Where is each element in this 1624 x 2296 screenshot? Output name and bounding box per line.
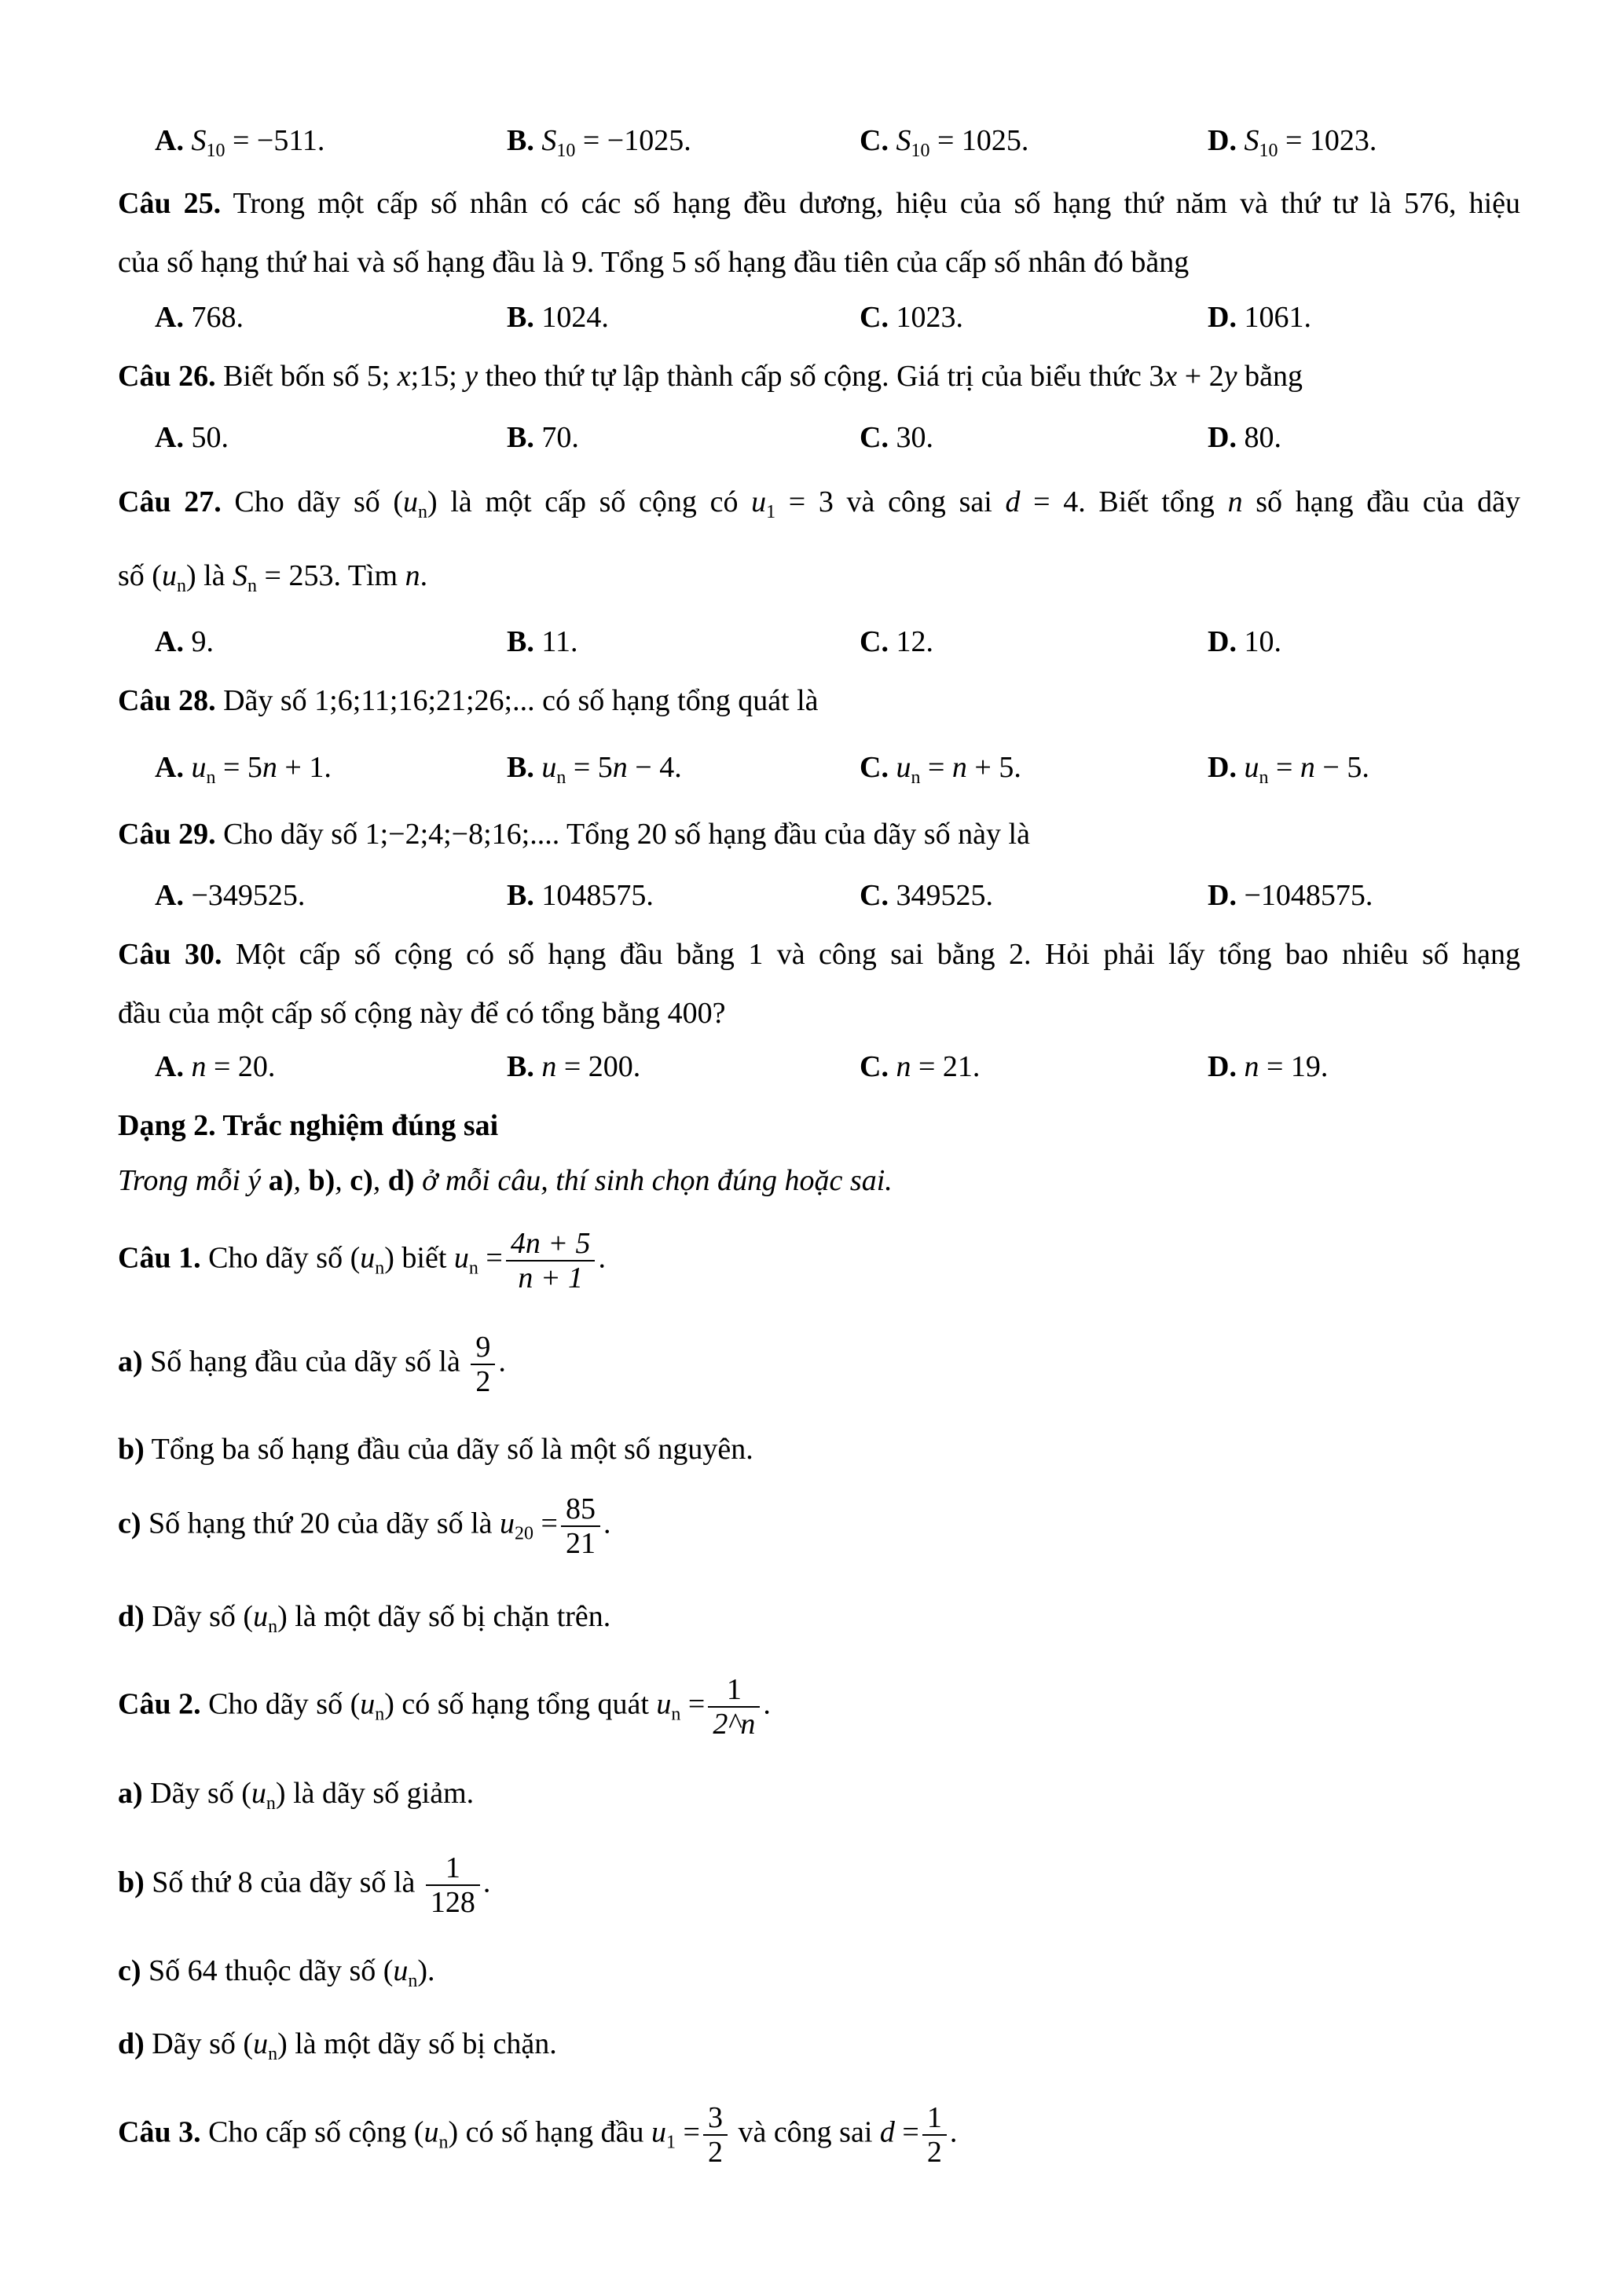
math-variable: u xyxy=(656,1687,672,1721)
answer-option-b xyxy=(507,750,682,795)
numerator: 4n + 5 xyxy=(506,1227,596,1262)
text: . xyxy=(603,1507,611,1540)
text: Cho dãy số ( xyxy=(200,1687,361,1721)
subscript: n xyxy=(418,502,428,522)
text: Số hạng thứ 20 của dãy số là xyxy=(141,1507,500,1540)
text: = xyxy=(680,1687,706,1721)
text: Tổng ba số hạng đầu của dãy số là một số nguyên. xyxy=(144,1433,753,1466)
math-variable: u xyxy=(393,1954,409,1987)
italic-text: Trong mỗi ý xyxy=(118,1164,269,1197)
answer-option-c xyxy=(860,1049,980,1084)
text-line xyxy=(118,817,1030,851)
text: và công sai xyxy=(730,2115,880,2149)
text: = xyxy=(533,1507,558,1540)
text: = 1025. xyxy=(929,124,1029,157)
text: Trong một cấp số nhân có các số hạng đều dương, hiệu của số hạng thứ năm và thứ tư là 576, hiệu xyxy=(221,187,1520,220)
numerator: 3 xyxy=(703,2101,728,2136)
text-line xyxy=(118,2027,557,2071)
text-line xyxy=(118,1599,610,1644)
text: = 4. Biết tổng xyxy=(1020,485,1228,518)
bold-text: D. xyxy=(1208,1050,1245,1083)
math-variable: n xyxy=(612,751,628,784)
text: Cho dãy số ( xyxy=(221,485,404,518)
numerator: 9 xyxy=(471,1331,495,1365)
math-variable: n xyxy=(951,751,967,784)
bold-text: d) xyxy=(118,2027,145,2060)
text: . xyxy=(763,1687,771,1721)
numerator: 1 xyxy=(922,2101,947,2136)
answer-option-b xyxy=(507,300,609,335)
text-line xyxy=(118,1331,506,1398)
fraction xyxy=(561,1492,600,1560)
text: ) có số hạng đầu xyxy=(448,2115,652,2149)
text: ) có số hạng tổng quát xyxy=(384,1687,657,1721)
answer-option-c xyxy=(860,300,963,335)
numerator: 1 xyxy=(426,1851,480,1886)
text: số hạng đầu của dãy xyxy=(1242,485,1521,518)
subscript: n xyxy=(375,1258,385,1279)
answer-option-d xyxy=(1208,1049,1328,1084)
subscript: n xyxy=(468,1258,478,1279)
text: = 3 và công sai xyxy=(775,485,1006,518)
subscript: n xyxy=(176,576,186,596)
bold-text: B. xyxy=(507,1050,542,1083)
text: = 21. xyxy=(911,1050,981,1083)
text: Biết bốn số 5; xyxy=(215,360,398,393)
math-variable: n xyxy=(1227,485,1243,518)
italic-text: , xyxy=(372,1164,388,1197)
math-variable: u xyxy=(751,485,767,518)
text: = xyxy=(478,1241,503,1275)
bold-text: B. xyxy=(507,879,542,912)
bold-text: a) xyxy=(118,1345,143,1379)
answer-option-a xyxy=(155,624,214,659)
math-variable: u xyxy=(896,751,911,784)
text: ) là một cấp số cộng có xyxy=(427,485,752,518)
text: = 20. xyxy=(206,1050,276,1083)
answer-option-c xyxy=(860,624,933,659)
italic-text: , xyxy=(293,1164,309,1197)
fraction xyxy=(703,2101,728,2169)
math-variable: u xyxy=(360,1687,376,1721)
math-variable: y xyxy=(1223,360,1237,393)
text: = 200. xyxy=(556,1050,641,1083)
math-variable: u xyxy=(1244,751,1259,784)
text: 349525. xyxy=(896,879,993,912)
text: = xyxy=(1268,751,1300,784)
answer-option-c xyxy=(860,750,1021,795)
subscript: n xyxy=(247,576,258,596)
text: Dãy số 1;6;11;16;21;26;... có số hạng tổng quát là xyxy=(215,684,819,717)
answer-option-a xyxy=(155,420,229,455)
answer-option-a xyxy=(155,750,332,795)
bold-text: c) xyxy=(350,1164,373,1197)
text: − 4. xyxy=(627,751,682,784)
text: 1048575. xyxy=(541,879,654,912)
fraction xyxy=(471,1331,495,1398)
subscript: 10 xyxy=(1259,141,1278,161)
answer-option-d xyxy=(1208,750,1369,795)
text: = 253. Tìm xyxy=(257,559,405,592)
text: Số 64 thuộc dãy số ( xyxy=(141,1954,394,1987)
answer-option-d xyxy=(1208,878,1373,913)
math-variable: S xyxy=(1244,124,1259,157)
text: = 1023. xyxy=(1278,124,1377,157)
denominator: n + 1 xyxy=(518,1262,583,1294)
fraction xyxy=(922,2101,947,2169)
text-line xyxy=(118,1776,474,1821)
bold-text: C. xyxy=(860,301,896,334)
text: Dãy số ( xyxy=(144,1600,254,1633)
math-variable: x xyxy=(397,360,411,393)
answer-option-b xyxy=(507,624,577,659)
bold-text: B. xyxy=(507,751,542,784)
math-variable: n xyxy=(1300,751,1315,784)
bold-text: b) xyxy=(118,1433,145,1466)
text: Cho cấp số cộng ( xyxy=(200,2115,424,2149)
bold-text: a) xyxy=(268,1164,294,1197)
answer-option-a xyxy=(155,123,324,168)
math-variable: x xyxy=(1164,360,1178,393)
denominator: 2^n xyxy=(713,1708,756,1741)
text: = 5 xyxy=(566,751,613,784)
denominator: 128 xyxy=(430,1886,475,1919)
text: Số thứ 8 của dãy số là xyxy=(144,1866,423,1899)
text-line xyxy=(118,2101,957,2169)
text: 10. xyxy=(1244,625,1281,658)
text: . xyxy=(949,2115,958,2149)
bold-text: c) xyxy=(118,1954,141,1987)
text: Một cấp số cộng có số hạng đầu bằng 1 và công sai bằng 2. Hỏi phải lấy tổng bao nhiêu số hạng xyxy=(222,938,1520,971)
math-variable: u xyxy=(191,751,207,784)
subscript: 1 xyxy=(766,502,776,522)
subscript: 10 xyxy=(556,141,576,161)
answer-option-b xyxy=(507,1049,640,1084)
text: + 5. xyxy=(966,751,1021,784)
math-variable: u xyxy=(403,485,419,518)
text: 50. xyxy=(191,421,229,454)
text-line xyxy=(118,683,819,718)
text-line xyxy=(118,245,1189,280)
text: số ( xyxy=(118,559,162,592)
math-variable: u xyxy=(651,2115,667,2149)
text: . xyxy=(498,1345,506,1379)
subscript: n xyxy=(911,767,921,788)
text: 1023. xyxy=(896,301,963,334)
denominator: 2 xyxy=(926,2136,942,2169)
bold-text: Câu 28. xyxy=(118,684,216,717)
math-variable: n xyxy=(191,1050,207,1083)
text: ) là xyxy=(185,559,233,592)
answer-option-d xyxy=(1208,123,1377,168)
text: 80. xyxy=(1244,421,1281,454)
answer-option-b xyxy=(507,123,691,168)
denominator: 21 xyxy=(565,1527,596,1560)
text-line xyxy=(118,1432,753,1467)
bold-text: D. xyxy=(1208,124,1245,157)
subscript: n xyxy=(556,767,566,788)
math-variable: y xyxy=(464,360,478,393)
bold-text: D. xyxy=(1208,301,1245,334)
text: ) là một dãy số bị chặn. xyxy=(277,2027,557,2060)
fraction xyxy=(708,1673,760,1741)
bold-text: Câu 3. xyxy=(118,2115,201,2149)
bold-text: D. xyxy=(1208,421,1245,454)
bold-text: d) xyxy=(118,1600,145,1633)
bold-text: A. xyxy=(155,124,192,157)
text-line xyxy=(118,1673,771,1741)
text: = −1025. xyxy=(575,124,691,157)
text: ) là một dãy số bị chặn trên. xyxy=(277,1600,611,1633)
math-variable: S xyxy=(191,124,207,157)
text: đầu của một cấp số cộng này để có tổng bằng 400? xyxy=(118,997,726,1030)
fraction xyxy=(506,1227,596,1294)
text: −1048575. xyxy=(1244,879,1373,912)
denominator: 2 xyxy=(475,1365,491,1398)
answer-option-d xyxy=(1208,624,1281,659)
math-variable: n xyxy=(896,1050,911,1083)
subscript: n xyxy=(268,1617,278,1637)
answer-option-c xyxy=(860,123,1028,168)
text: = xyxy=(920,751,952,784)
text-line xyxy=(118,1108,498,1143)
math-variable: n xyxy=(541,1050,557,1083)
subscript: n xyxy=(266,1793,276,1814)
text: Số hạng đầu của dãy số là xyxy=(142,1345,468,1379)
fraction xyxy=(426,1851,480,1919)
text: bằng xyxy=(1237,360,1303,393)
math-variable: u xyxy=(453,1241,469,1275)
text: − 5. xyxy=(1314,751,1369,784)
text-line xyxy=(118,186,1520,221)
italic-text: ở mỗi câu, thí sinh chọn đúng hoặc sai. xyxy=(414,1164,893,1197)
text-line xyxy=(118,937,1520,972)
text: Dãy số ( xyxy=(142,1777,251,1810)
subscript: n xyxy=(1259,767,1269,788)
bold-text: A. xyxy=(155,751,192,784)
math-variable: u xyxy=(500,1507,515,1540)
subscript: 20 xyxy=(515,1523,533,1544)
text-line xyxy=(118,996,726,1031)
bold-text: B. xyxy=(507,124,542,157)
text: 9. xyxy=(191,625,214,658)
text-line xyxy=(118,1227,606,1294)
math-variable: n xyxy=(405,559,420,592)
bold-text: C. xyxy=(860,625,896,658)
math-variable: u xyxy=(423,2115,439,2149)
math-variable: d xyxy=(879,2115,895,2149)
bold-text: C. xyxy=(860,751,896,784)
text: = xyxy=(676,2115,700,2149)
text: = xyxy=(894,2115,919,2149)
bold-text: B. xyxy=(507,625,542,658)
text: 70. xyxy=(541,421,579,454)
text-line xyxy=(118,485,1520,529)
bold-text: Câu 25. xyxy=(118,187,222,220)
bold-text: B. xyxy=(507,301,542,334)
bold-text: Câu 30. xyxy=(118,938,222,971)
math-variable: u xyxy=(251,1777,266,1810)
answer-option-a xyxy=(155,878,305,913)
answer-option-b xyxy=(507,878,654,913)
answer-option-c xyxy=(860,420,933,455)
answer-option-c xyxy=(860,878,993,913)
text: + 1. xyxy=(277,751,332,784)
text: ;15; xyxy=(410,360,465,393)
bold-text: d) xyxy=(387,1164,415,1197)
text: 1024. xyxy=(541,301,609,334)
bold-text: Câu 1. xyxy=(118,1241,201,1275)
text: ). xyxy=(417,1954,435,1987)
numerator: 85 xyxy=(561,1492,600,1527)
text: Cho dãy số ( xyxy=(200,1241,361,1275)
answer-option-a xyxy=(155,300,244,335)
text-line xyxy=(118,1492,610,1560)
text: Cho dãy số 1;−2;4;−8;16;.... Tổng 20 số hạng đầu của dãy số này là xyxy=(215,818,1030,851)
answer-option-a xyxy=(155,1049,275,1084)
bold-text: Câu 27. xyxy=(118,485,222,518)
text: + 2 xyxy=(1177,360,1224,393)
text: . xyxy=(420,559,428,592)
bold-text: a) xyxy=(118,1777,143,1810)
bold-text: C. xyxy=(860,1050,896,1083)
subscript: 1 xyxy=(666,2132,676,2153)
bold-text: C. xyxy=(860,421,896,454)
text: 768. xyxy=(191,301,244,334)
text: = 19. xyxy=(1259,1050,1329,1083)
text: = −511. xyxy=(225,124,325,157)
text-line xyxy=(118,558,427,603)
text: của số hạng thứ hai và số hạng đầu là 9. Tổng 5 số hạng đầu tiên của cấp số nhân đó bằng xyxy=(118,246,1190,279)
bold-text: B. xyxy=(507,421,542,454)
answer-option-d xyxy=(1208,420,1281,455)
text: ) là dãy số giảm. xyxy=(275,1777,475,1810)
denominator: 2 xyxy=(707,2136,723,2169)
math-variable: n xyxy=(1244,1050,1259,1083)
text: 30. xyxy=(896,421,933,454)
subscript: n xyxy=(438,2132,449,2153)
bold-text: A. xyxy=(155,1050,192,1083)
math-variable: n xyxy=(262,751,277,784)
text: ) biết xyxy=(384,1241,454,1275)
answer-option-b xyxy=(507,420,579,455)
text: = 5 xyxy=(215,751,262,784)
text-line xyxy=(118,1851,490,1919)
subscript: n xyxy=(408,1971,418,1991)
bold-text: A. xyxy=(155,879,192,912)
math-variable: S xyxy=(896,124,911,157)
subscript: n xyxy=(375,1704,385,1725)
text: 11. xyxy=(541,625,578,658)
bold-text: D. xyxy=(1208,879,1245,912)
text: 12. xyxy=(896,625,933,658)
text-line xyxy=(118,1954,435,1998)
bold-text: Câu 26. xyxy=(118,360,216,393)
math-variable: u xyxy=(253,1600,269,1633)
bold-text: D. xyxy=(1208,751,1245,784)
bold-text: Câu 29. xyxy=(118,818,216,851)
subscript: n xyxy=(671,1704,681,1725)
bold-text: c) xyxy=(118,1507,141,1540)
math-variable: u xyxy=(541,751,557,784)
subscript: n xyxy=(268,2044,278,2064)
text: . xyxy=(598,1241,606,1275)
bold-text: C. xyxy=(860,879,896,912)
numerator: 1 xyxy=(708,1673,760,1708)
text: −349525. xyxy=(191,879,306,912)
subscript: 10 xyxy=(206,141,225,161)
math-variable: u xyxy=(253,2027,269,2060)
bold-text: A. xyxy=(155,301,192,334)
text: theo thứ tự lập thành cấp số cộng. Giá trị của biểu thức 3 xyxy=(478,360,1164,393)
math-variable: S xyxy=(233,559,248,592)
text: Dãy số ( xyxy=(144,2027,254,2060)
bold-text: C. xyxy=(860,124,896,157)
bold-text: b) xyxy=(118,1866,145,1899)
math-variable: d xyxy=(1005,485,1021,518)
subscript: 10 xyxy=(911,141,930,161)
bold-text: D. xyxy=(1208,625,1245,658)
italic-text: , xyxy=(335,1164,350,1197)
bold-text: A. xyxy=(155,421,192,454)
answer-option-d xyxy=(1208,300,1311,335)
subscript: n xyxy=(206,767,216,788)
bold-text: Câu 2. xyxy=(118,1687,201,1721)
text: 1061. xyxy=(1244,301,1311,334)
text-line xyxy=(118,1163,893,1198)
bold-text: Dạng 2. Trắc nghiệm đúng sai xyxy=(118,1109,499,1142)
text-line xyxy=(118,359,1303,394)
math-variable: u xyxy=(360,1241,376,1275)
text: . xyxy=(482,1866,491,1899)
math-variable: S xyxy=(541,124,557,157)
math-variable: u xyxy=(161,559,177,592)
bold-text: A. xyxy=(155,625,192,658)
bold-text: b) xyxy=(308,1164,335,1197)
